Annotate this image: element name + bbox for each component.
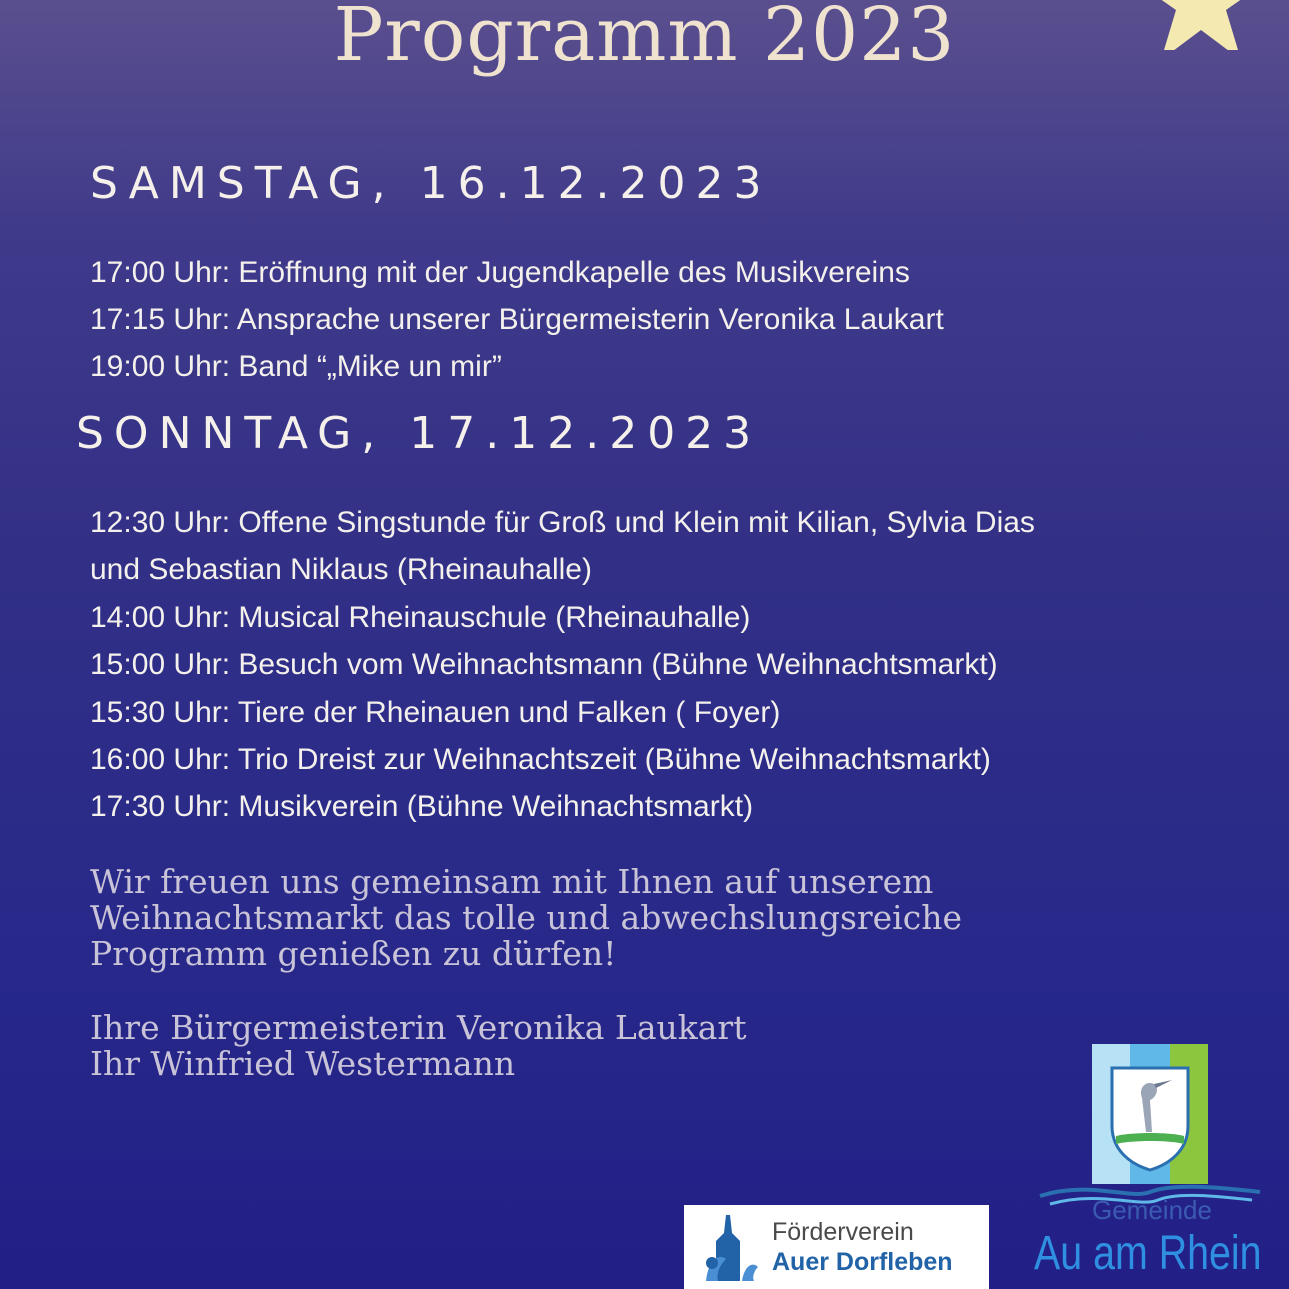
foerderverein-subname: Auer Dorfleben	[772, 1248, 953, 1276]
signature-line: Ihre Bürgermeisterin Veronika Laukart	[90, 1008, 747, 1047]
signature-line: Ihr Winfried Westermann	[90, 1044, 516, 1083]
event-line: 12:30 Uhr: Offene Singstunde für Groß und Klein mit Kilian, Sylvia Dias	[90, 506, 1035, 539]
event-line: 15:00 Uhr: Besuch vom Weihnachtsmann (Bühne Weihnachtsmarkt)	[90, 648, 998, 681]
gemeinde-label: Gemeinde	[1092, 1195, 1212, 1225]
day-heading-sunday: SONNTAG, 17.12.2023	[76, 408, 762, 459]
message-line: Weihnachtsmarkt das tolle und abwechslungsreiche	[90, 898, 963, 937]
day-heading-saturday: SAMSTAG, 16.12.2023	[90, 158, 772, 209]
foerderverein-logo-icon	[696, 1211, 766, 1287]
event-line: 14:00 Uhr: Musical Rheinauschule (Rheinauhalle)	[90, 601, 751, 634]
event-line: 17:15 Uhr: Ansprache unserer Bürgermeisterin Veronika Laukart	[90, 303, 944, 336]
event-line: und Sebastian Niklaus (Rheinauhalle)	[90, 553, 592, 586]
foerderverein-name: Förderverein	[772, 1218, 914, 1246]
foerderverein-logo	[684, 1205, 989, 1289]
event-line: 17:30 Uhr: Musikverein (Bühne Weihnachtsmarkt)	[90, 790, 754, 823]
event-line: 15:30 Uhr: Tiere der Rheinauen und Falken ( Foyer)	[90, 696, 781, 729]
page-title: Programm 2023	[333, 0, 956, 78]
au-am-rhein-label: Au am Rhein	[1034, 1227, 1262, 1280]
event-line: 16:00 Uhr: Trio Dreist zur Weihnachtszeit (Bühne Weihnachtsmarkt)	[90, 743, 991, 776]
event-line: 17:00 Uhr: Eröffnung mit der Jugendkapelle des Musikvereins	[90, 256, 910, 289]
message-line: Wir freuen uns gemeinsam mit Ihnen auf unserem	[90, 862, 934, 901]
event-line: 19:00 Uhr: Band “„Mike un mir”	[90, 350, 502, 383]
message-line: Programm genießen zu dürfen!	[90, 934, 617, 973]
